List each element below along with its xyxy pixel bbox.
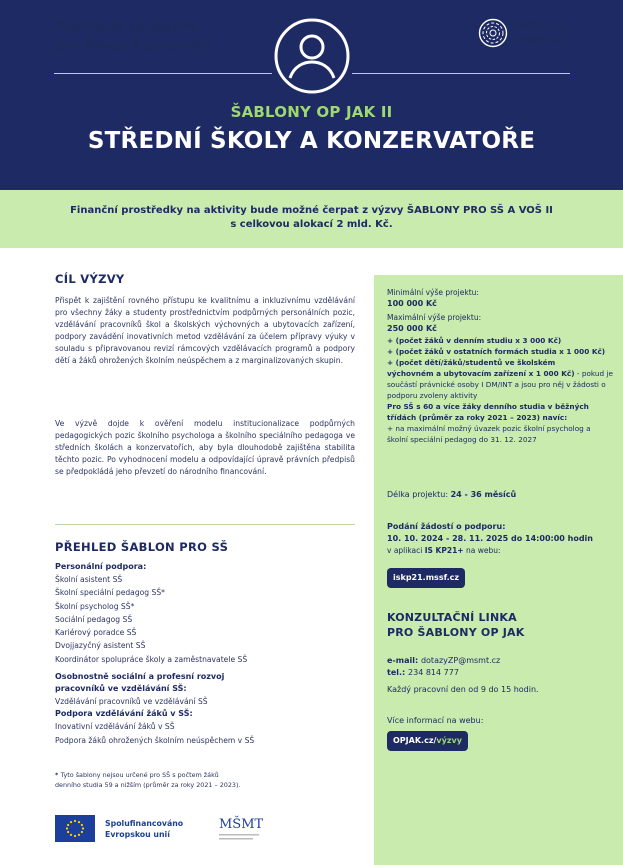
logo-msmt-text: MSMT.cz: [514, 33, 567, 46]
header-divider-left: [54, 73, 272, 74]
goal-paragraph-1: Přispět k zajištění rovného přístupu ke kvalitnímu a inkluzivnímu vzdělávání pro všechny žáky a studenty prostřednictvím podpůrných personálních pozic, vzdělávání pracovníků škol a školských výchovných a ubytovacích zařízení, podpory zavádění inovativních metod vzdělávání za účelem přípravy výuky v souladu s připravovanou revizí rámcových vzdělávacích programů a podpory dětí a žáků ohrožených školním neúspěchem a z marginalizovaných skupin.: [55, 296, 355, 365]
templates-list: [55, 561, 355, 747]
opjak-logo-icon: [478, 18, 508, 48]
email-link[interactable]: dotazyZP@msmt.cz: [420, 656, 501, 665]
max-formula-item: + (počet dětí/žáků/studentů ve školském: [387, 358, 556, 367]
list-item: Kariérový poradce SŠ: [55, 628, 137, 638]
list-item: Školní asistent SŠ: [55, 575, 123, 584]
footnote-line-2: denního studia 59 a nižším (průměr za roky 2021 – 2023).: [55, 781, 241, 789]
list-item: Koordinátor spolupráce školy a zaměstnavatele SŠ: [55, 654, 248, 664]
list-item: Podpora žáků ohrožených školním neúspěchem v SŠ: [55, 735, 255, 745]
hotline-heading-line-1: KONZULTAČNÍ LINKA: [387, 611, 517, 624]
list-item: Sociální pedagog SŠ: [55, 614, 133, 624]
hotline-hours: Každý pracovní den od 9 do 15 hodin.: [387, 685, 539, 694]
max-amount-label: Maximální výše projektu:: [387, 313, 482, 322]
header-divider-right: [352, 73, 570, 74]
min-amount-label: Minimální výše projektu:: [387, 288, 479, 297]
goal-heading: CÍL VÝZVY: [55, 272, 125, 286]
funding-text: [30, 204, 593, 232]
email-label: e-mail:: [387, 656, 421, 665]
hotline-heading-line-2: PRO ŠABLONY OP JAK: [387, 626, 525, 639]
footnote-line-1: Tyto šablony nejsou určené pro SŠ s počtem žáků: [60, 771, 219, 779]
max-extra-note: + na maximální možný úvazek pozic školní psycholog a školní speciální pedagog do 31. 12. 2027: [387, 424, 591, 444]
templates-heading: PŘEHLED ŠABLON PRO SŠ: [55, 540, 229, 554]
logo-opjak-text: OPJAK.cz: [514, 20, 570, 33]
program-line-1: Operační program: [54, 19, 198, 35]
group-title-development: Osobnostně sociální a profesní rozvoj pracovníků ve vzdělávání SŠ:: [55, 672, 225, 694]
iskp21-link[interactable]: iskp21.mssf.cz: [387, 568, 465, 588]
section-divider: [55, 524, 355, 525]
submission-via-text: v aplikaci: [387, 546, 425, 555]
max-formula-item: výchovném a ubytovacím zařízení x 1 000 Kč): [387, 369, 575, 378]
eu-text-line-1: Spolufinancováno: [105, 818, 184, 828]
max-formula-item: + (počet žáků v ostatních formách studia x 1 000 Kč): [387, 347, 606, 356]
max-formula-item: + (počet žáků v denním studiu x 3 000 Kč): [387, 336, 562, 345]
hotline-contacts: [387, 655, 623, 696]
project-amount-block: [387, 287, 623, 445]
msmt-logo-text: MŠMT: [219, 817, 264, 832]
submission-block: [387, 521, 623, 556]
list-item: Školní psycholog SŠ*: [55, 601, 135, 611]
hotline-heading: [387, 610, 607, 640]
list-item: Dvojjazyčný asistent SŠ: [55, 641, 146, 651]
group-title-personal: Personální podpora:: [55, 562, 147, 571]
opjak-web-link-domain: OPJAK.cz/: [393, 736, 437, 745]
min-amount-value: 100 000 Kč: [387, 299, 437, 308]
submission-dates: 10. 10. 2024 - 28. 11. 2025 do 14:00:00 hodin: [387, 534, 593, 543]
max-amount-value: 250 000 Kč: [387, 324, 437, 333]
more-info-label: Více informací na webu:: [387, 716, 484, 725]
list-item: Inovativní vzdělávání žáků v SŠ: [55, 722, 175, 732]
opjak-web-link[interactable]: [387, 731, 468, 751]
submission-label: Podání žádostí o podporu:: [387, 522, 506, 531]
group-title-students: Podpora vzdělávání žáků v SŠ:: [55, 709, 193, 719]
eu-flag-icon: [55, 815, 95, 842]
program-title: [54, 18, 213, 56]
submission-app: IS KP21+: [424, 546, 464, 555]
subtitle: ŠABLONY OP JAK II: [230, 103, 393, 121]
opjak-web-link-path: výzvy: [436, 736, 462, 745]
phone-label: tel.:: [387, 668, 409, 677]
msmt-logo: [215, 812, 265, 844]
opjak-logo: [478, 18, 570, 48]
phone-link[interactable]: 234 814 777: [408, 668, 459, 677]
max-formula-note: - pokud je součástí právnické osoby I DM/INT a jsou pro něj v žádosti o podporu zvoleny aktivity: [387, 369, 614, 400]
list-item: Vzdělávání pracovníků ve vzdělávání SŠ: [55, 697, 208, 707]
page-title: STŘEDNÍ ŠKOLY A KONZERVATOŘE: [87, 128, 536, 154]
max-extra-condition: Pro SŠ s 60 a více žáky denního studia v běžných třídách (průměr za roky 2021 – 2023) navíc:: [387, 402, 589, 422]
funding-line-1: Finanční prostředky na aktivity bude možné čerpat z výzvy ŠABLONY PRO SŠ A VOŠ II: [70, 205, 553, 216]
funding-line-2: s celkovou alokací 2 mld. Kč.: [230, 219, 393, 230]
goal-paragraph-2: Ve výzvě dojde k ověření modelu institucionalizace podpůrných pedagogických pozic školního psychologa a školního speciálního pedagoga ve středních školách a konzervatořích, aby byla dlouhodobě zajištěna stabilita těchto pozic. Po vyhodnocení modelu a odpovídající úpravě právních předpisů se předpokládá jeho převzetí do národního financování.: [55, 419, 355, 476]
eu-text-line-2: Evropskou unií: [105, 829, 170, 839]
duration-label: Délka projektu:: [387, 490, 451, 499]
program-line-2: Jan Amos Komenský: [54, 38, 213, 54]
footnote: * Tyto šablony nejsou určené pro SŠ s počtem žáků denního studia 59 a nižším (průměr za roky 2021 – 2023).: [55, 770, 335, 790]
list-item: Školní speciální pedagog SŠ*: [55, 588, 165, 598]
eu-cofinanced-logo: [55, 815, 183, 842]
duration-block: [387, 490, 623, 499]
person-icon: [270, 14, 354, 98]
duration-value: 24 - 36 měsíců: [450, 490, 517, 499]
submission-via-web: na webu:: [463, 546, 501, 555]
